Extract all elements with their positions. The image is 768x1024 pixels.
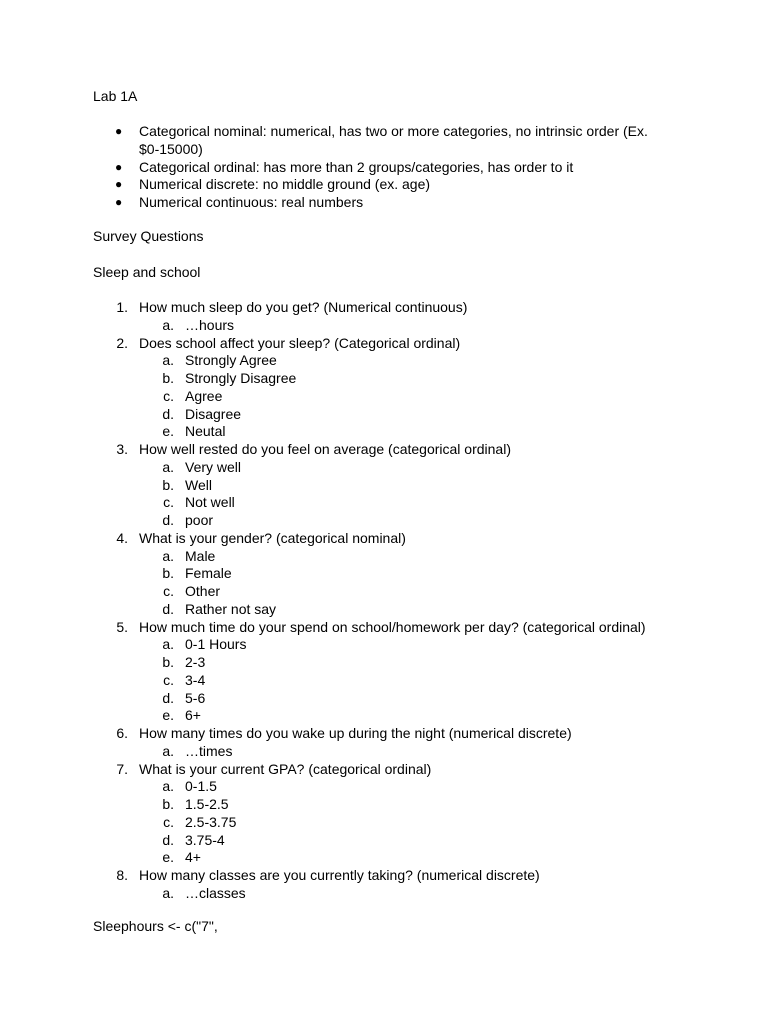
survey-heading: Survey Questions: [93, 228, 204, 244]
option-letter: a.: [162, 884, 174, 901]
bullet-icon: ●: [115, 159, 123, 174]
option-letter: e.: [162, 707, 174, 724]
option-text: Agree: [185, 387, 223, 404]
option-letter: a.: [162, 778, 174, 795]
option-letter: c.: [163, 583, 174, 599]
option-letter: a.: [162, 636, 174, 653]
question-number: 2.: [116, 334, 128, 351]
option-letter: e.: [162, 423, 174, 440]
option-letter: b.: [162, 370, 174, 386]
question-number: 7.: [116, 760, 128, 777]
option-letter: d.: [162, 831, 174, 848]
option-text: 6+: [185, 707, 201, 724]
option-text: Strongly Disagree: [185, 370, 297, 386]
definition-text: Numerical continuous: real numbers: [139, 194, 364, 210]
definition-text: $0-15000): [139, 140, 203, 157]
option-text: Well: [185, 476, 212, 493]
option-text: Female: [185, 565, 232, 582]
question-text: What is your current GPA? (categorical ordinal): [139, 760, 432, 777]
option-text: Very well: [185, 458, 242, 475]
question-text: Does school affect your sleep? (Categorical ordinal): [139, 334, 461, 351]
option-letter: c.: [163, 671, 174, 688]
question-number: 5.: [116, 618, 128, 635]
option-letter: d.: [162, 600, 174, 617]
question-text: How many times do you wake up during the night (numerical discrete): [139, 725, 572, 741]
question-text: How many classes are you currently taking? (numerical discrete): [139, 867, 540, 883]
option-text: …classes: [185, 884, 246, 901]
option-letter: a.: [162, 742, 174, 759]
option-letter: a.: [162, 547, 174, 564]
question-number: 3.: [116, 441, 128, 457]
question-number: 6.: [116, 725, 128, 741]
option-text: 0-1.5: [185, 778, 217, 795]
option-text: 3-4: [185, 671, 206, 688]
question-number: 1.: [116, 299, 128, 315]
question-number: 8.: [116, 867, 128, 883]
bullet-icon: ●: [115, 124, 123, 138]
option-letter: a.: [162, 458, 174, 475]
document-title: Lab 1A: [93, 88, 138, 104]
definition-text: Categorical nominal: numerical, has two or more categories, no intrinsic order (Ex.: [139, 123, 648, 139]
option-text: Strongly Agree: [185, 352, 277, 369]
option-text: Disagree: [185, 405, 242, 422]
option-letter: b.: [162, 796, 174, 812]
bullet-icon: ●: [115, 195, 123, 209]
option-letter: d.: [162, 512, 174, 528]
option-text: …times: [185, 742, 233, 759]
option-letter: b.: [162, 476, 174, 493]
option-letter: c.: [163, 813, 174, 830]
option-text: Rather not say: [185, 600, 277, 617]
option-text: Neutal: [185, 423, 226, 440]
option-text: 1.5-2.5: [185, 796, 229, 812]
option-text: …hours: [185, 316, 235, 333]
question-text: How much sleep do you get? (Numerical continuous): [139, 299, 468, 315]
question-text: What is your gender? (categorical nominal): [139, 529, 406, 546]
question-text: How well rested do you feel on average (categorical ordinal): [139, 441, 511, 457]
option-letter: e.: [162, 849, 174, 866]
topic-heading: Sleep and school: [93, 264, 201, 280]
option-letter: b.: [162, 565, 174, 582]
question-text: How much time do your spend on school/homework per day? (categorical ordinal): [139, 618, 646, 635]
bullet-icon: ●: [115, 177, 123, 192]
option-text: 2-3: [185, 654, 206, 670]
option-letter: b.: [162, 654, 174, 670]
option-letter: d.: [162, 689, 174, 706]
option-letter: a.: [162, 316, 174, 333]
option-text: 2.5-3.75: [185, 813, 237, 830]
code-line: Sleephours <- c("7",: [93, 918, 218, 934]
option-letter: c.: [163, 387, 174, 404]
option-text: 4+: [185, 849, 201, 866]
option-text: Not well: [185, 494, 235, 511]
option-text: poor: [185, 512, 214, 528]
definition-text: Categorical ordinal: has more than 2 groups/categories, has order to it: [139, 158, 574, 175]
option-letter: c.: [163, 494, 174, 511]
option-text: 0-1 Hours: [185, 636, 247, 653]
option-text: 5-6: [185, 689, 206, 706]
option-text: Male: [185, 547, 216, 564]
option-text: 3.75-4: [185, 831, 225, 848]
question-number: 4.: [116, 529, 128, 546]
option-text: Other: [185, 583, 221, 599]
option-letter: a.: [162, 352, 174, 369]
option-letter: d.: [162, 405, 174, 422]
definition-text: Numerical discrete: no middle ground (ex. age): [139, 176, 431, 193]
